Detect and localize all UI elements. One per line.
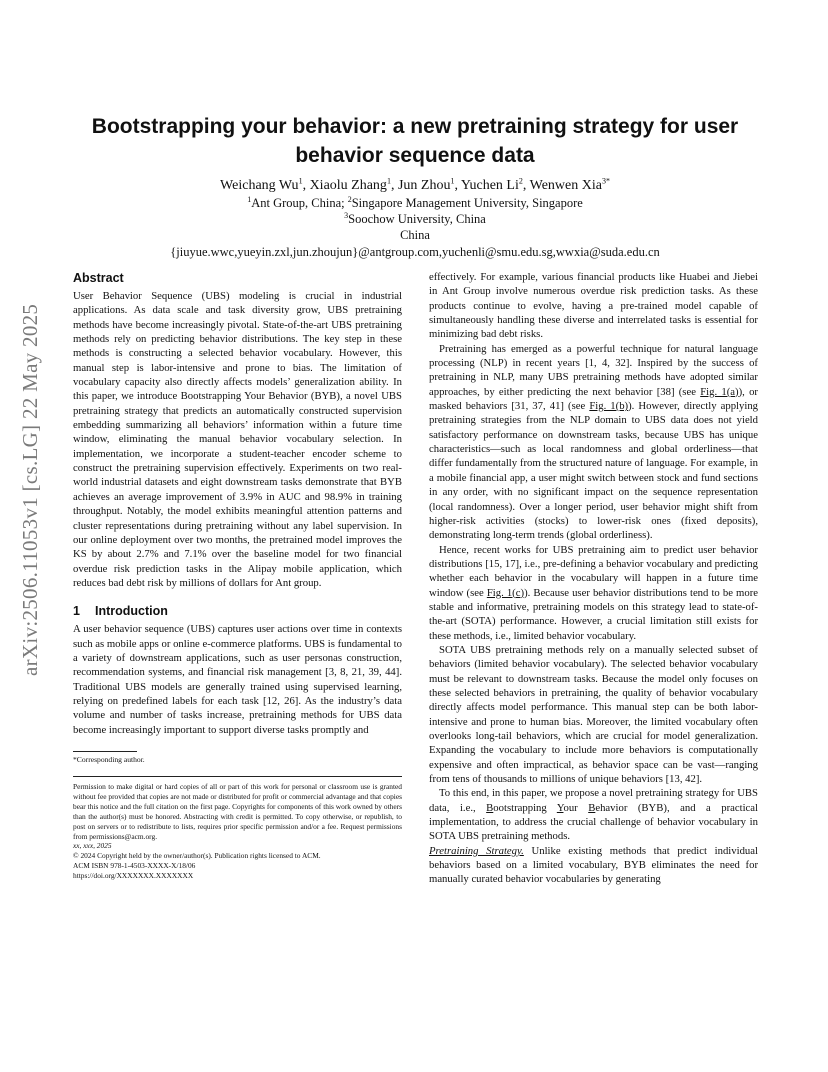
copyright-line: © 2024 Copyright held by the owner/author(s). Publication rights licensed to ACM. [73,851,321,861]
right-paragraph-3 [429,543,758,643]
arxiv-stamp: arXiv:2506.11053v1 [cs.LG] 22 May 2025 [18,303,42,676]
doi-link[interactable]: https://doi.org/XXXXXXX.XXXXXXX [73,871,194,881]
text-run: Hence, recent works for UBS pretraining aim to predict user behavior distributions [15, 17], i.e., pre-defining a behavior vocabulary and predicting whether each behavior in the vocabulary will happen in a future time window (see [429,543,758,599]
left-column [73,270,402,881]
affil-text: Singapore Management University, Singapore [351,196,583,210]
right-paragraph-5 [429,786,758,843]
author-name: Yuchen Li [460,178,519,193]
right-paragraph-1: effectively. For example, various financial products like Huabei and Jiebei in Ant Group involve numerous overdue risk prediction tasks. As these products continue to evolve, having a pre-trained model capable of simultaneously handling these diverse and interrelated tasks is essential for minimizing bad debt risks. [429,271,758,341]
introduction-heading [73,603,402,619]
venue-line: xx, xxx, 2025 [73,841,112,851]
title-line-1: Bootstrapping your behavior: a new pretraining strategy for user [91,115,739,138]
acronym-letter: B [486,801,494,814]
author-name: Jun Zhou [397,178,451,193]
affil-sup: 2 [347,194,352,204]
right-column [429,270,758,887]
figure-ref-link[interactable]: Fig. 1(c) [486,586,525,599]
author-sup: 3* [601,176,610,186]
affil-text: Soochow University, China [348,212,486,226]
intro-paragraph-1: A user behavior sequence (UBS) captures user actions over time in contexts such as mobile apps or online e-commerce platforms. UBS is fundamental to a variety of downstream applications, such as user personas construction, recommendation systems, and financial risk management [3, 8, 21, 39, 44]. Traditional UBS models are generally trained using supervised learning, relying on predefined labels for each task [12, 26]. As the industry’s data volume and number of tasks increase, pretraining methods for UBS data become increasingly important to support diverse tasks promptly and [73,623,402,736]
abstract-text: User Behavior Sequence (UBS) modeling is crucial in industrial applications. As data scale and task diversity grow, UBS pretraining methods have become increasingly pivotal. State-of-the-art UBS pretraining methods rely on predicting behavior distributions. The key step in these methods is constructing a selected behavior vocabulary. However, this manual step is labor-intensive and prone to bias. The limitation of vocabulary capacity also directly affects models’ generalization ability. In this paper, we introduce Bootstrapping Your Behavior (BYB), a novel UBS pretraining strategy that predicts an automatically constructed supervision embedding summarizing all behaviors’ information within a future time window, eliminating the manual behavior vocabulary selection. In implementation, we incorporate a student-teacher encoder scheme to construct the pretraining supervision effectively. Experiments on two real-world industrial datasets and eight downstream tasks demonstrate that BYB achieves an average improvement of 3.9% in AUC and 98.9% in training throughput. Notably, the model exhibits meaningful attention patterns and cluster representations during pretraining without any label supervision. In our online deployment over two months, the pretrained model improves the KS by about 2.7% and 7.1% over the baseline model for two financial overdue risk prediction tasks in the Alipay mobile application, which reduces bad debt risk by millions of dollars for Ant group. [73,290,402,589]
author-sup: 1 [298,176,303,186]
author-sup: 2 [518,176,523,186]
author-sup: 1 [386,176,391,186]
affiliation-line-3: China [400,228,430,242]
corresponding-author-footnote: *Corresponding author. [73,754,145,764]
text-run: ), or masked behaviors [31, 37, 41] (see [429,385,758,413]
right-paragraph-6 [429,844,758,887]
figure-ref-link[interactable]: Fig. 1(b) [589,400,629,413]
author-name: Weichang Wu [220,178,299,193]
text-run: Pretraining has emerged as a powerful technique for natural language processing (NLP) in recent years [1, 4, 32]. Inspired by the success of pretraining in NLP, many UBS pretraining methods have adopted similar approaches, by either predicting the next behavior [38] (see [429,342,758,398]
figure-ref-link[interactable]: Fig. 1(a) [700,385,739,398]
author-list: Weichang Wu$^1$, Xiaolu Zhang$^1$, Jun Zhou$^1$, Yuchen Li$^2$, Wenwen Xia$^{3*}$ [220,176,610,193]
section-title: Introduction [95,604,168,619]
text-run: (BYB), and a practical implementation, to address the crucial challenge of behavior vocabulary in SOTA UBS pretraining methods. [429,801,759,843]
text-run: ). Because user behavior distributions tend to be more stable and informative, pretraining models on this strategy lead to state-of-the-art (SOTA) performance. However, a crucial limitation still exists for these methods, i.e., limited behavior vocabulary. [429,586,758,642]
title-line-2: behavior sequence data [295,144,535,167]
footnote-rule [73,751,137,752]
affil-text: Ant Group, China; [251,196,348,210]
author-name: Xiaolu Zhang [309,178,387,193]
affil-sup: 1 [247,194,252,204]
acronym-letter: Y [556,801,564,814]
permission-block [73,776,402,881]
isbn-line: ACM ISBN 978-1-4503-XXXX-X/18/06 [73,861,196,871]
text-run: ). However, directly applying pretraining strategies from the NLP domain to UBS data does not yield satisfactory performance on downstream tasks, because UBS has unique characteristics—such as local randomness and global orderliness—that differ fundamentally from the structured nature of language. For example, in a mobile financial app, a user might switch between stock and fund sections in any order, with no significant impact on the sequence representation (local randomness). Over a longer period, user behavior might shift from higher-risk activities (stocks) to lower-risk ones (fixed deposits), demonstrating long-term trends (global orderliness). [429,400,759,542]
text-run: our [563,801,589,814]
text-run: To this end, in this paper, we propose a novel pretraining strategy for UBS data, i.e., [429,787,758,814]
author-name: Wenwen Xia [529,178,602,193]
text-run: ehavior [595,801,628,814]
acronym-letter: B [588,801,596,814]
author-sup: 1 [450,176,455,186]
right-paragraph-2 [429,342,758,543]
affiliation-line-2 [70,211,760,227]
affiliation-line-1 [70,195,760,211]
section-number: 1 [73,604,80,619]
text-run: Unlike existing methods that predict individual behaviors based on a limited vocabulary, BYB eliminates the need for manually curated behavior vocabularies by generating [429,844,758,886]
affil-sup: 3 [344,210,349,220]
permission-text: Permission to make digital or hard copies of all or part of this work for personal or classroom use is granted without fee provided that copies are not made or distributed for profit or commercial advantage and that copies bear this notice and the full citation on the first page. Copyrights for components of this work owned by others than the author(s) must be honored. Abstracting with credit is permitted. To copy otherwise, or republish, to post on servers or to redistribute to lists, requires prior specific permission and/or a fee. Request permissions from permissions@acm.org. [73,781,402,841]
right-paragraph-4: SOTA UBS pretraining methods rely on a manually selected subset of behaviors (limited behavior vocabulary). The selected behavior vocabulary must be relevant to downstream tasks. Because the model only focuses on these selected behaviors in pretraining, the quality of behavior vocabulary directly affects model performance. This manual step can be both labor-intensive and prone to human bias. Moreover, the limited vocabulary often overlooks long-tail behaviors, which are crucial for model generalization. Expanding the vocabulary to include more behaviors is computationally expensive and often impractical, as behavior space can be vast—ranging from tens of thousands to millions of unique behaviors [13, 42]. [429,643,758,786]
paragraph-lead: Pretraining Strategy. [429,844,524,857]
author-emails: {jiuyue.wwc,yueyin.zxl,jun.zhoujun}@antgroup.com,yuchenli@smu.edu.sg,wwxia@suda.edu.cn [170,245,660,259]
paper-title [70,112,760,170]
text-run: ootstrapping [493,801,557,814]
abstract-heading: Abstract [73,271,124,285]
